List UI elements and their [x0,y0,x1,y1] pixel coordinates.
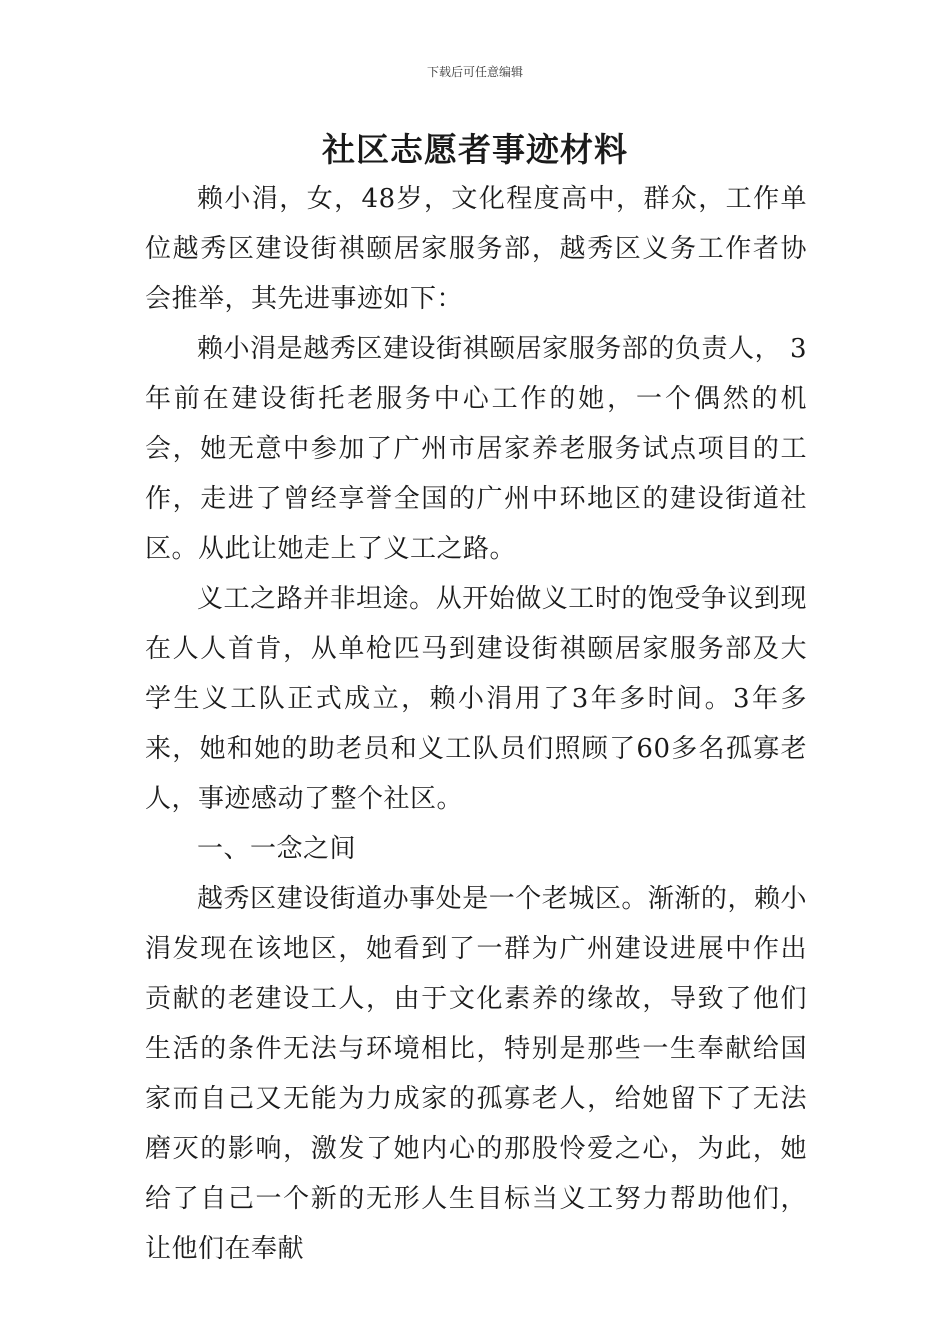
page-header-note: 下载后可任意编辑 [426,65,523,79]
paragraph-motivation: 越秀区建设街道办事处是一个老城区。渐渐的，赖小涓发现在该地区，她看到了一群为广州建设进展中作出贡献的老建设工人，由于文化素养的缘故，导致了他们生活的条件无法与环境相比，特别是那些一生奉献给国家而自己又无能为力成家的孤寡老人，给她留下了无法磨灭的影响，激发了她内心的那股怜爱之心，为此，她给了自己一个新的无形人生目标当义工努力帮助他们，让他们在奉献 [145,884,807,1264]
paragraph-intro: 赖小涓，女，48岁，文化程度高中，群众，工作单位越秀区建设街祺颐居家服务部，越秀区义务工作者协会推举，其先进事迹如下： [145,184,807,314]
paragraph-background: 赖小涓是越秀区建设街祺颐居家服务部的负责人， 3年前在建设街托老服务中心工作的她，一个偶然的机会，她无意中参加了广州市居家养老服务试点项目的工作，走进了曾经享誉全国的广州中环地区的建设街道社区。从此让她走上了义工之路。 [145,334,807,564]
document-body [145,174,807,1274]
section-heading-1: 一、一念之间 [197,834,357,864]
paragraph-journey: 义工之路并非坦途。从开始做义工时的饱受争议到现在人人首肯，从单枪匹马到建设街祺颐居家服务部及大学生义工队正式成立，赖小涓用了3年多时间。3年多来，她和她的助老员和义工队员们照顾了60多名孤寡老人，事迹感动了整个社区。 [145,584,807,814]
document-title: 社区志愿者事迹材料 [322,130,628,169]
